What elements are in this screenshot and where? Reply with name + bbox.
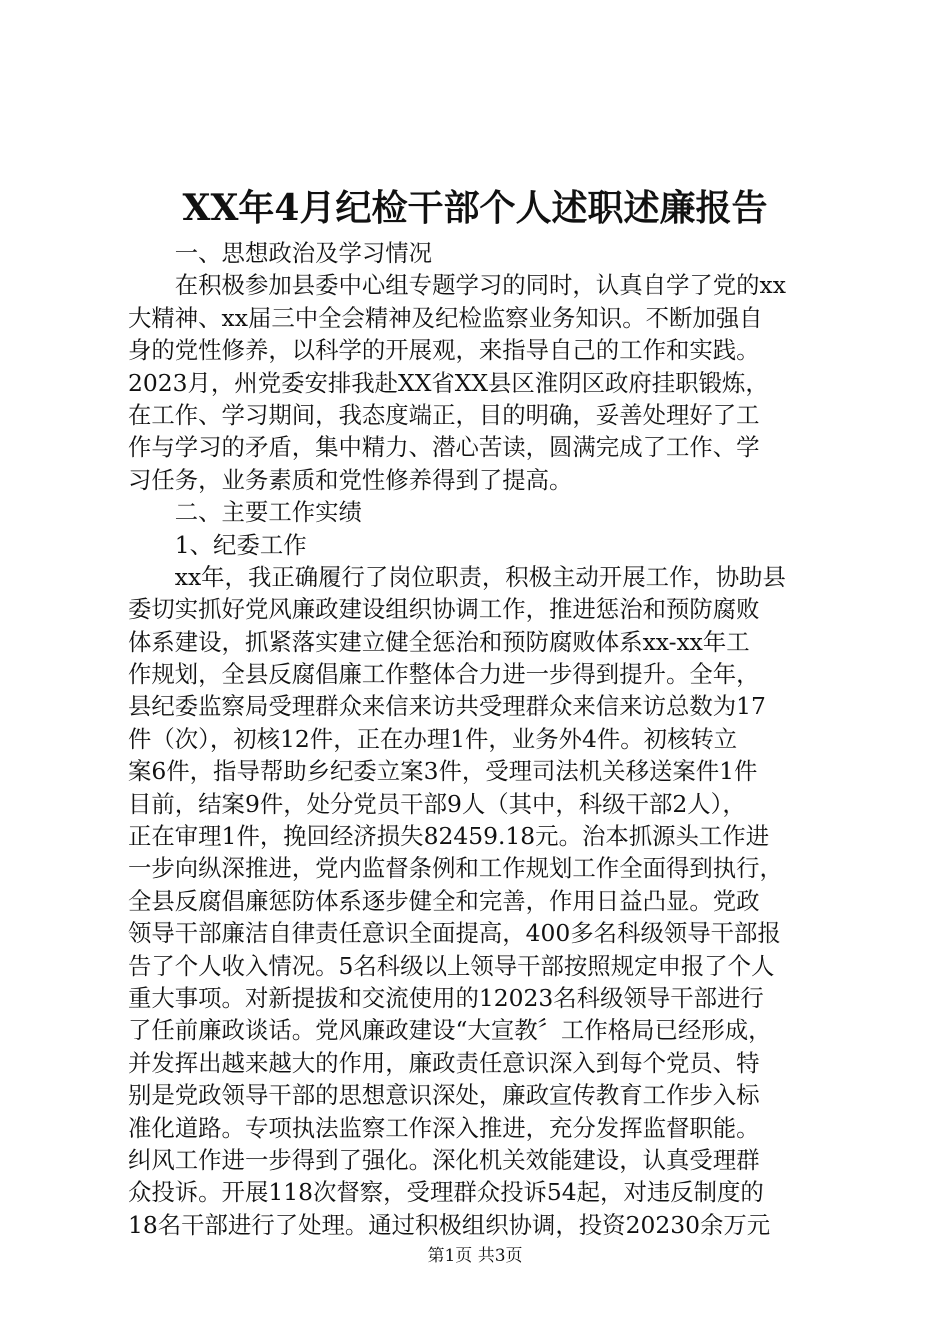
document-body [128, 237, 836, 1241]
body-line: 别是党政领导干部的思想意识深处，廉政宣传教育工作步入标 [128, 1081, 760, 1110]
body-line: 正在审理1件，挽回经济损失82459.18元。治本抓源头工作进 [128, 822, 770, 851]
body-line: 重大事项。对新提拔和交流使用的12023名科级领导干部进行 [128, 983, 764, 1012]
body-line: 委切实抓好党风廉政建设组织协调工作，推进惩治和预防腐败 [128, 595, 760, 624]
body-line: 作规划，全县反腐倡廉工作整体合力进一步得到提升。全年， [128, 660, 760, 689]
body-line: 在积极参加县委中心组专题学习的同时，认真自学了党的xx [128, 271, 786, 300]
body-line: 众投诉。开展118次督察，受理群众投诉54起，对违反制度的 [128, 1178, 764, 1207]
body-line: 领导干部廉洁自律责任意识全面提高，400多名科级领导干部报 [128, 919, 781, 948]
body-line: 习任务，业务素质和党性修养得到了提高。 [128, 465, 573, 494]
body-line: 2023月，州党委安排我赴XX省XX县区淮阴区政府挂职锻炼， [128, 368, 769, 397]
body-line: 了任前廉政谈话。党风廉政建设“大宣教〞工作格局已经形成， [128, 1016, 772, 1045]
body-line: xx年，我正确履行了岗位职责，积极主动开展工作，协助县 [128, 562, 786, 591]
body-line: 目前，结案9件，处分党员干部9人（其中，科级干部2人）， [128, 789, 746, 818]
document-title: XX年4月纪检干部个人述职述廉报告 [182, 187, 768, 229]
body-line: 作与学习的矛盾，集中精力、潜心苦读，圆满完成了工作、学 [128, 433, 760, 462]
subsection-heading: 1、纪委工作 [128, 530, 307, 559]
section-heading-1: 一、思想政治及学习情况 [128, 239, 433, 267]
body-line: 并发挥出越来越大的作用，廉政责任意识深入到每个党员、特 [128, 1048, 760, 1077]
body-line: 件（次），初核12件，正在办理1件，业务外4件。初核转立 [128, 724, 738, 753]
body-line: 身的党性修养，以科学的开展观，来指导自己的工作和实践。 [128, 336, 760, 365]
body-line: 一步向纵深推进，党内监督条例和工作规划工作全面得到执行， [128, 854, 783, 883]
page-footer: 第1页 共3页 [427, 1246, 523, 1266]
body-line: 案6件，指导帮助乡纪委立案3件，受理司法机关移送案件1件 [128, 757, 758, 786]
body-line: 告了个人收入情况。5名科级以上领导干部按照规定申报了个人 [128, 951, 775, 980]
body-line: 县纪委监察局受理群众来信来访共受理群众来信来访总数为17 [128, 692, 766, 721]
body-line: 体系建设，抓紧落实建立健全惩治和预防腐败体系xx-xx年工 [128, 627, 750, 656]
body-line: 18名干部进行了处理。通过积极组织协调，投资20230余万元 [128, 1210, 771, 1239]
body-line: 准化道路。专项执法监察工作深入推进，充分发挥监督职能。 [128, 1113, 760, 1142]
body-line: 大精神、xx届三中全会精神及纪检监察业务知识。不断加强自 [128, 303, 763, 332]
body-line: 全县反腐倡廉惩防体系逐步健全和完善，作用日益凸显。党政 [128, 886, 760, 915]
body-line: 纠风工作进一步得到了强化。深化机关效能建设，认真受理群 [128, 1145, 760, 1174]
section-heading-2: 二、主要工作实绩 [128, 498, 362, 527]
body-line: 在工作、学习期间，我态度端正，目的明确，妥善处理好了工 [128, 400, 760, 429]
